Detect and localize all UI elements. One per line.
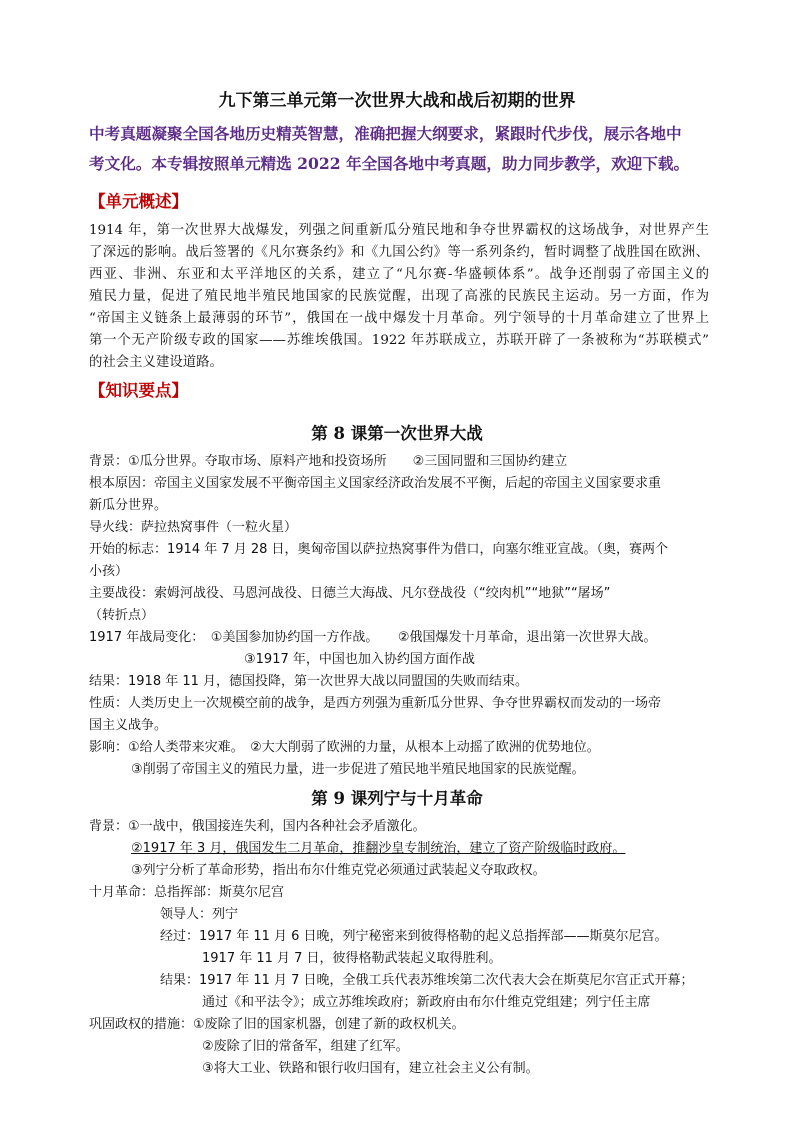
lesson-9-line-6: 经过：1917 年 11 月 6 日晚，列宁秘密来到彼得格勒的起义总指挥部——斯莫尔尼宫。 (160, 929, 668, 944)
overview-line-3: 西亚、非洲、东亚和太平洋地区的关系，建立了“凡尔赛-华盛顿体系”。战争还削弱了帝国主义的 (89, 267, 709, 282)
document-title: 九下第三单元第一次世界大战和战后初期的世界 (218, 91, 576, 111)
lesson-8-line-2: 根本原因：帝国主义国家发展不平衡帝国主义国家经济政治发展不平衡，后起的帝国主义国家要求重 (89, 476, 662, 491)
lesson-9-title: 第 9 课列宁与十月革命 (311, 789, 483, 808)
lesson-9-line-5: 领导人：列宁 (160, 907, 239, 922)
lesson-8-line-7: 主要战役：索姆河战役、马恩河战役、日德兰大海战、凡尔登战役（“绞肉机”“地狱”“屠场” (89, 586, 611, 601)
lesson-9-line-9: 通过《和平法令》；成立苏维埃政府；新政府由布尔什维克党组建；列宁任主席 (202, 995, 651, 1010)
lesson-8-line-8: （转折点） (89, 608, 155, 623)
lesson-8-line-10: ③1917 年，中国也加入协约国方面作战 (244, 652, 475, 667)
lesson-9-line-3: ③列宁分析了革命形势，指出布尔什维克党必须通过武装起义夺取政权。 (131, 863, 546, 878)
intro-line-2: 考文化。本专辑按照单元精选 2022 年全国各地中考真题，助力同步教学，欢迎下载。 (89, 154, 690, 173)
lesson-9-line-8: 结果：1917 年 11 月 7 日晚，全俄工兵代表苏维埃第二次代表大会在斯莫尼尔宫正式开幕； (160, 973, 694, 988)
overview-line-7: 的社会主义建设道路。 (89, 355, 223, 370)
overview-line-6: 第一个无产阶级专政的国家——苏维埃俄国。1922 年苏联成立，苏联开辟了一条被称为“苏联模式” (89, 333, 709, 348)
lesson-9-line-12: ③将大工业、铁路和银行收归国有，建立社会主义公有制。 (202, 1061, 539, 1076)
lesson-9-line-10: 巩固政权的措施：①废除了旧的国家机器，创建了新的政权机关。 (89, 1017, 465, 1032)
lesson-9-line-7: 1917 年 11 月 7 日，彼得格勒武装起义取得胜利。 (202, 951, 502, 966)
lesson-9-line-4: 十月革命：总指挥部：斯莫尔尼宫 (89, 885, 285, 900)
overview-line-5: “帝国主义链条上最薄弱的环节”，俄国在一战中爆发十月革命。列宁领导的十月革命建立了世界上 (89, 311, 709, 326)
lesson-9-line-1: 背景：①一战中，俄国接连失利，国内各种社会矛盾激化。 (89, 819, 426, 834)
section-heading-knowledge: 【知识要点】 (89, 381, 188, 400)
lesson-8-title: 第 8 课第一次世界大战 (311, 424, 483, 443)
lesson-8-line-1: 背景：①瓜分世界。夺取市场、原料产地和投资场所 ②三国同盟和三国协约建立 (89, 454, 568, 469)
overview-line-4: 殖民力量，促进了殖民地半殖民地国家的民族觉醒，出现了高涨的民族民主运动。另一方面，作为 (89, 289, 709, 304)
lesson-8-line-4: 导火线：萨拉热窝事件（一粒火星） (89, 520, 298, 535)
lesson-9-line-2: ②1917 年 3 月，俄国发生二月革命，推翻沙皇专制统治，建立了资产阶级临时政府。 (131, 841, 626, 856)
lesson-8-line-15: ③削弱了帝国主义的殖民力量，进一步促进了殖民地半殖民地国家的民族觉醒。 (131, 762, 585, 777)
lesson-8-line-14: 影响：①给人类带来灾难。 ②大大削弱了欧洲的力量，从根本上动摇了欧洲的优势地位。 (89, 740, 600, 755)
lesson-8-line-5: 开始的标志：1914 年 7 月 28 日，奥匈帝国以萨拉热窝事件为借口，向塞尔维亚宣战。（奥，赛两个 (89, 542, 669, 557)
lesson-8-line-13: 国主义战争。 (89, 718, 168, 733)
section-heading-overview: 【单元概述】 (89, 192, 188, 211)
overview-line-1: 1914 年，第一次世界大战爆发，列强之间重新瓜分殖民地和争夺世界霸权的这场战争，对世界产生 (89, 223, 709, 238)
lesson-8-line-3: 新瓜分世界。 (89, 498, 168, 513)
lesson-8-line-9: 1917 年战局变化： ①美国参加协约国一方作战。 ②俄国爆发十月革命，退出第一次世界大战。 (89, 630, 657, 645)
overview-line-2: 了深远的影响。战后签署的《凡尔赛条约》和《九国公约》等一系列条约，暂时调整了战胜国在欧洲、 (89, 245, 709, 260)
lesson-8-line-6: 小孩） (89, 564, 129, 579)
lesson-9-line-11: ②废除了旧的常备军，组建了红军。 (202, 1039, 409, 1054)
intro-line-1: 中考真题凝聚全国各地历史精英智慧，准确把握大纲要求，紧跟时代步伐，展示各地中 (89, 124, 682, 143)
lesson-8-line-12: 性质：人类历史上一次规模空前的战争，是西方列强为重新瓜分世界、争夺世界霸权而发动的一场帝 (89, 696, 662, 711)
lesson-8-line-11: 结果：1918 年 11 月，德国投降，第一次世界大战以同盟国的失败而结束。 (89, 674, 529, 689)
